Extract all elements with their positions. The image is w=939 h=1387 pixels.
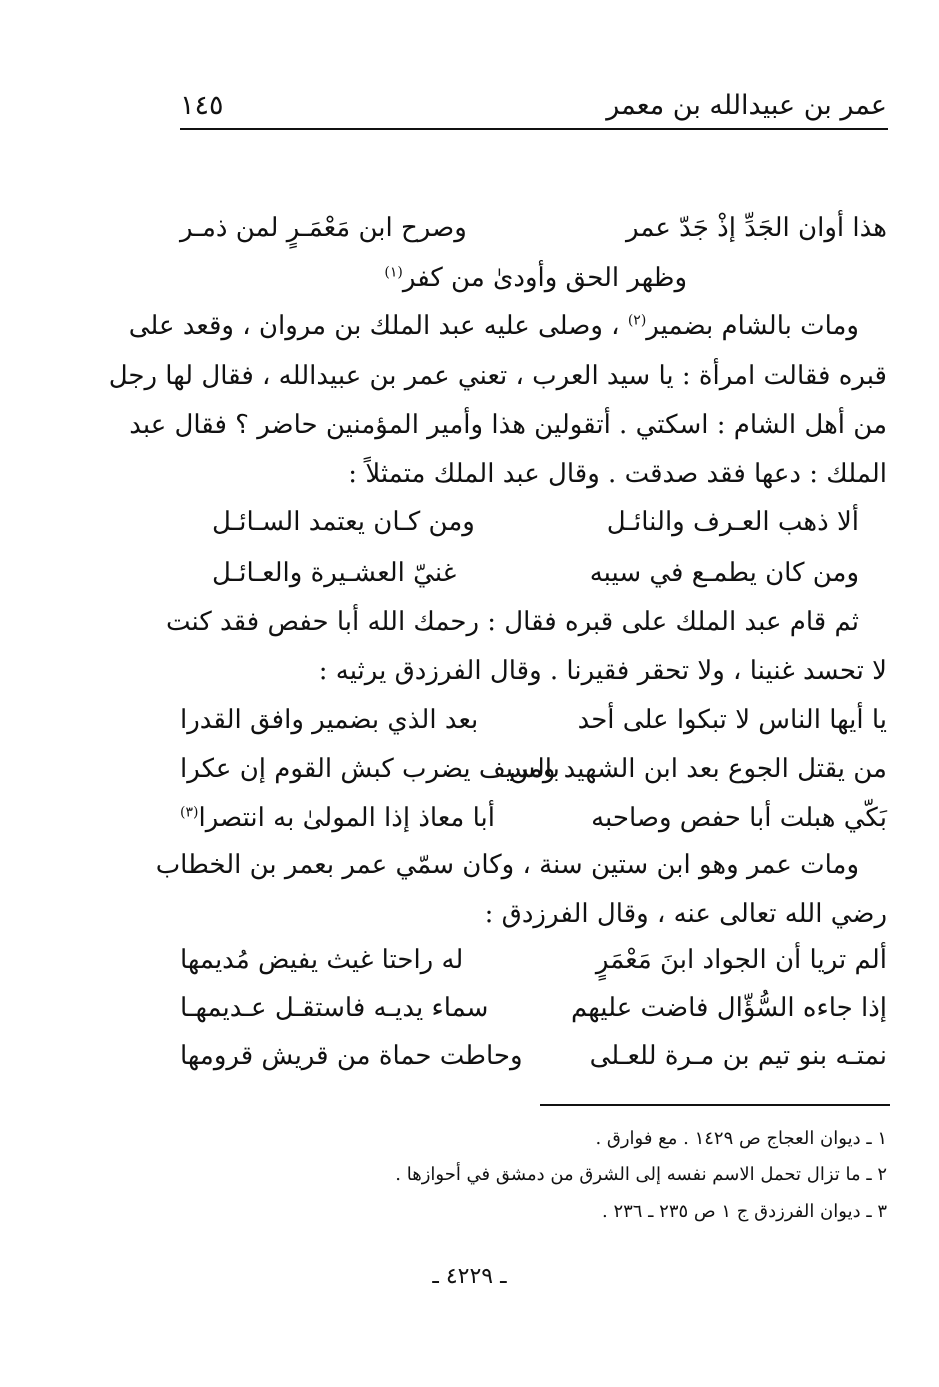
verse4-b2-h2: سماء يديـه فاستقـل عـديمهـا: [180, 993, 489, 1023]
verse1-hemistich-3-text: وظهر الحق وأودىٰ من كفر: [402, 263, 687, 293]
paragraph-1-line-4: الملك : دعها فقد صدقت . وقال عبد الملك متمثلاً :: [348, 459, 887, 489]
running-title: عمر بن عبيدالله بن معمر: [606, 90, 887, 121]
verse3-b2-h2: بالسيف يضرب كبش القوم إن عكرا: [180, 754, 560, 784]
verse1-hemistich-3: [384, 258, 687, 298]
footnote-3: ٣ ـ ديوان الفرزدق ج ١ ص ٢٣٥ ـ ٢٣٦ .: [601, 1201, 887, 1222]
folio-number: ـ ٤٢٢٩ ـ: [432, 1264, 507, 1289]
verse2-b2-h2: غنيّ العشـيرة والعـائـل: [212, 558, 457, 588]
verse2-b1-h1: ألا ذهب العـرف والنائـل: [606, 507, 859, 537]
paragraph-3-line-2: رضي الله تعالى عنه ، وقال الفرزدق :: [484, 899, 887, 929]
paragraph-1-line-3: من أهل الشام : اسكتي . أتقولين هذا وأمير المؤمنين حاضر ؟ فقال عبد: [129, 410, 887, 440]
verse3-b1-h2: بعد الذي بضمير وافق القدرا: [180, 705, 479, 735]
footnote-rule: [540, 1104, 890, 1106]
verse4-b1-h2: له راحتا غيث يفيض مُديمها: [180, 945, 464, 975]
verse1-hemistich-2: وصرح ابن مَعْمَـرٍ لمن ذمـر: [180, 213, 467, 243]
verse4-b1-h1: ألم تريا أن الجواد ابنَ مَعْمَرٍ: [595, 945, 887, 975]
paragraph-1-line-1-b: ، وصلى عليه عبد الملك بن مروان ، وقعد على: [128, 311, 628, 341]
footnote-ref-1: (١): [384, 264, 403, 281]
paragraph-3-line-1: ومات عمر وهو ابن ستين سنة ، وكان سمّي عمر بعمر بن الخطاب: [155, 850, 859, 880]
verse3-b3-h2-text: أبا معاذ إذا المولىٰ به انتصرا: [198, 803, 495, 833]
verse3-b3-h2: [180, 798, 495, 838]
verse1-hemistich-1: هذا أوان الجَدِّ إذْ جَدّ عمر: [626, 213, 887, 243]
paragraph-2-line-2: لا تحسد غنينا ، ولا تحقر فقيرنا . وقال الفرزدق يرثيه :: [318, 656, 887, 686]
footnote-ref-2: (٢): [627, 312, 647, 329]
header-rule: [180, 128, 888, 130]
verse3-b1-h1: يا أيها الناس لا تبكوا على أحد: [577, 705, 887, 735]
verse3-b3-h1: بَكّي هبلت أبا حفص وصاحبه: [591, 803, 887, 833]
paragraph-1-line-1-a: ومات بالشام بضمير: [646, 311, 859, 341]
footnote-1: ١ ـ ديوان العجاج ص ١٤٢٩ . مع فوارق .: [595, 1128, 887, 1149]
paragraph-2-line-1: ثم قام عبد الملك على قبره فقال : رحمك الله أبا حفص فقد كنت: [165, 607, 859, 637]
footnote-ref-3: (٣): [180, 804, 199, 821]
page-number: ١٤٥: [180, 90, 224, 121]
verse3-b2-h1: من يقتل الجوع بعد ابن الشهيد ومن: [509, 754, 887, 784]
paragraph-1-line-2: قبره فقالت امرأة : يا سيد العرب ، تعني عمر بن عبيدالله ، فقال لها رجل: [108, 361, 887, 391]
verse2-b1-h2: ومن كـان يعتمد السـائـل: [212, 507, 475, 537]
verse4-b2-h1: إذا جاءه السُّؤّال فاضت عليهم: [570, 993, 887, 1023]
verse4-b3-h1: نمتـه بنو تيم بن مـرة للعـلى: [589, 1041, 887, 1071]
paragraph-1-line-1: [128, 306, 887, 346]
verse4-b3-h2: وحاطت حماة من قريش قرومها: [180, 1041, 523, 1071]
footnote-2: ٢ ـ ما تزال تحمل الاسم نفسه إلى الشرق من دمشق في أحوازها .: [395, 1164, 887, 1185]
verse2-b2-h1: ومن كان يطمـع في سيبه: [589, 558, 859, 588]
